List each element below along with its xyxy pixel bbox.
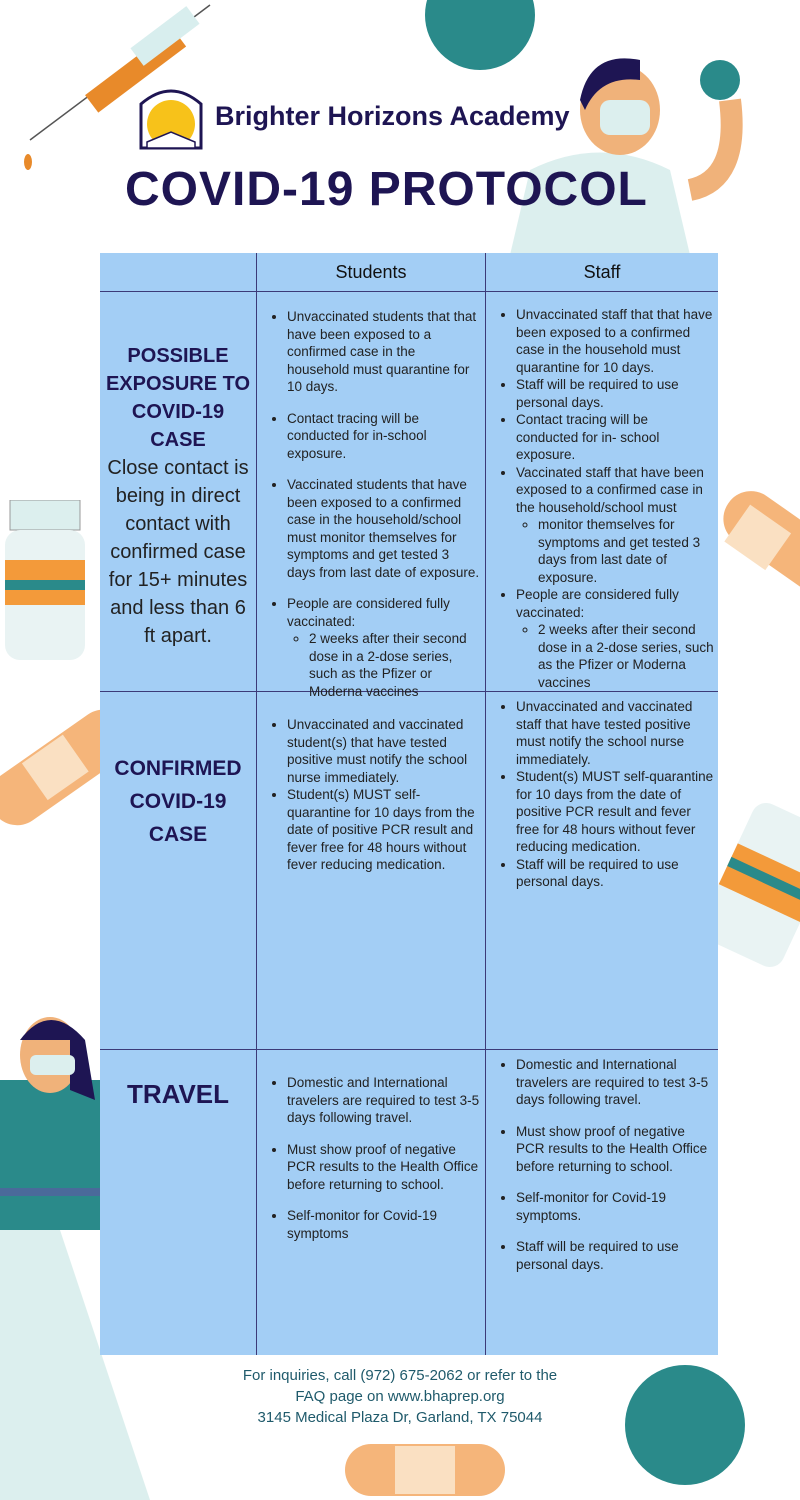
- row-heading: TRAVEL: [126, 1079, 230, 1109]
- sub-list-item: ◦ 2 weeks after their second dose in a 2-dose series, such as the Pfizer or Moderna vaccines: [309, 630, 481, 700]
- list-item: • Self-monitor for Covid-19 symptoms: [287, 1207, 481, 1242]
- list-item: • Must show proof of negative PCR results to the Health Office before returning to school.: [516, 1123, 714, 1176]
- staff-cell: [486, 292, 718, 700]
- list-item-text: People are considered fully vaccinated:: [516, 587, 679, 620]
- list-item: • Student(s) MUST self-quarantine for 10 days from the date of positive PCR result and fever free for 48 hours without fever reducing medication.: [516, 768, 714, 856]
- list-item: • Domestic and International travelers are required to test 3-5 days following travel.: [287, 1074, 481, 1127]
- column-header-empty: [100, 253, 257, 291]
- list-item: • Unvaccinated students that that have been exposed to a confirmed case in the household must quarantine for 10 days.: [287, 308, 481, 396]
- list-item: • Student(s) MUST self-quarantine for 10 days from the date of positive PCR result and fever free for 48 hours without fever reducing medication.: [287, 786, 481, 874]
- medicine-bottle-illustration: [718, 790, 800, 990]
- list-item: • Staff will be required to use personal days.: [516, 1238, 714, 1273]
- school-name: Brighter Horizons Academy: [215, 100, 570, 131]
- row-description: Close contact is being in direct contact with confirmed case for 15+ minutes and less than 6 ft apart.: [107, 457, 249, 647]
- table-row-confirmed: [100, 692, 718, 1050]
- bandage-illustration: [345, 1440, 505, 1500]
- students-cell: [257, 692, 486, 1049]
- list-item: • Unvaccinated and vaccinated staff that have tested positive must notify the school nurse immediately.: [516, 698, 714, 768]
- list-item: • Contact tracing will be conducted for in- school exposure.: [516, 411, 714, 464]
- list-item: [516, 586, 714, 691]
- row-heading: POSSIBLE EXPOSURE TO COVID-19 CASE: [105, 345, 251, 451]
- row-heading: CONFIRMED COVID-19 CASE: [114, 757, 242, 846]
- list-item: [516, 464, 714, 587]
- list-item: • Contact tracing will be conducted for in-school exposure.: [287, 410, 481, 463]
- list-item: • Self-monitor for Covid-19 symptoms.: [516, 1189, 714, 1224]
- footer-phone: For inquiries, call (972) 675-2062 or refer to the: [242, 1367, 558, 1384]
- footer-address: 3145 Medical Plaza Dr, Garland, TX 75044: [257, 1409, 543, 1426]
- list-item: • Domestic and International travelers are required to test 3-5 days following travel.: [516, 1056, 714, 1109]
- protocol-table: [100, 253, 718, 1355]
- list-item: • Must show proof of negative PCR results to the Health Office before returning to school.: [287, 1141, 481, 1194]
- list-item: • Unvaccinated and vaccinated student(s) that have tested positive must notify the school nurse immediately.: [287, 716, 481, 786]
- list-item: [287, 595, 481, 700]
- list-item-text: People are considered fully vaccinated:: [287, 596, 450, 629]
- page-title: COVID-19 PROTOCOL: [125, 163, 648, 216]
- school-brand: [137, 82, 570, 150]
- medicine-bottle-illustration: [0, 500, 100, 660]
- footer-website[interactable]: FAQ page on www.bhaprep.org: [295, 1388, 505, 1405]
- table-row-exposure: [100, 292, 718, 699]
- list-item: • Staff will be required to use personal days.: [516, 856, 714, 891]
- row-label: [100, 692, 257, 1049]
- staff-cell: [486, 1050, 718, 1355]
- list-item: • Unvaccinated staff that that have been exposed to a confirmed case in the household must quarantine for 10 days.: [516, 306, 714, 376]
- students-cell: [257, 1050, 486, 1355]
- table-header-row: [100, 253, 718, 292]
- row-label: [100, 1050, 257, 1355]
- footer-contact: [160, 1365, 640, 1428]
- list-item-text: Vaccinated staff that have been exposed to a confirmed case in the household/school must: [516, 464, 704, 515]
- school-logo-icon: [137, 82, 205, 150]
- sub-list-item: ◦ monitor themselves for symptoms and get tested 3 days from last date of exposure.: [538, 516, 714, 586]
- column-header-students: Students: [257, 253, 486, 291]
- list-item: • Vaccinated students that have been exposed to a confirmed case in the household/school must monitor themselves for symptoms and get tested 3 days from last date of exposure.: [287, 476, 481, 581]
- column-header-staff: Staff: [583, 261, 621, 282]
- list-item: • Staff will be required to use personal days.: [516, 376, 714, 411]
- staff-cell: [486, 692, 718, 1049]
- sub-list-item: ◦ 2 weeks after their second dose in a 2-dose series, such as the Pfizer or Moderna vaccines: [538, 621, 714, 691]
- students-cell: [257, 292, 486, 700]
- bandage-illustration: [718, 470, 800, 610]
- table-row-travel: [100, 1050, 718, 1355]
- row-label: [100, 292, 257, 700]
